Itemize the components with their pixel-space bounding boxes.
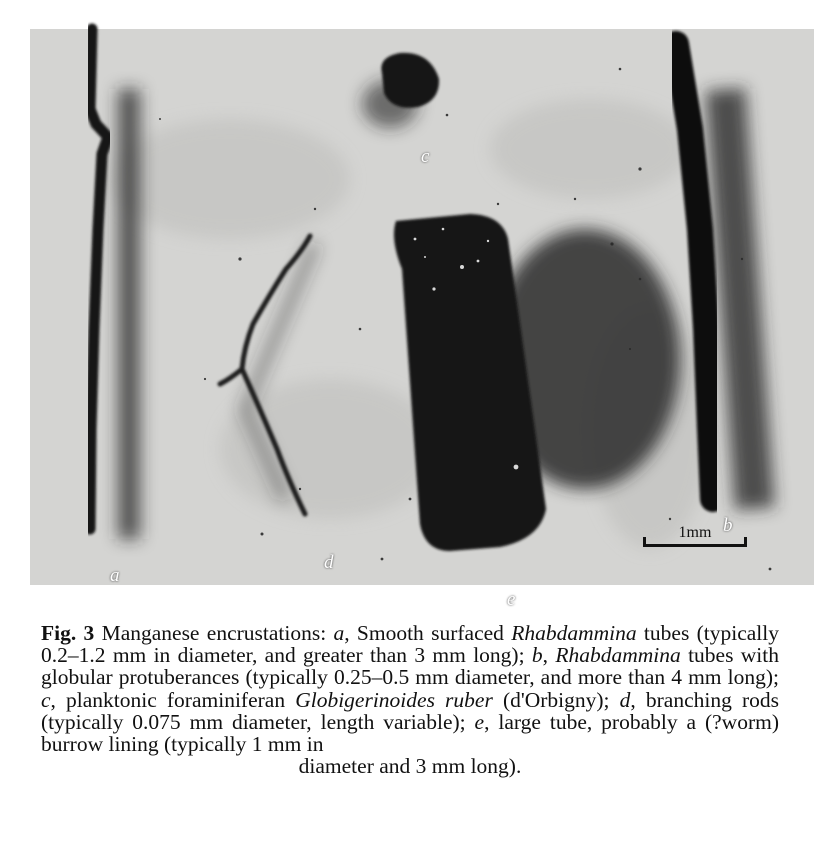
panel-label-c: c — [421, 146, 430, 167]
panel-label-b: b — [723, 515, 733, 536]
caption-label-c: c — [41, 687, 51, 712]
scale-bar-line — [643, 544, 747, 547]
caption-text-8: , branching rods (typically 0.075 mm diameter, length variable); — [41, 687, 779, 734]
caption-label-b: b — [531, 643, 543, 668]
caption-text-10: diameter and 3 mm long). — [298, 754, 522, 779]
caption-text-6: , planktonic foraminiferan — [50, 687, 296, 712]
caption-label-d: d — [619, 687, 631, 712]
figure-caption — [41, 622, 779, 777]
figure-number: Fig. 3 — [41, 621, 95, 645]
specimen-photograph — [30, 29, 814, 610]
caption-text-3: tubes (typically 0.2–1.2 mm in diameter, and greater than 3 mm long); — [41, 621, 779, 668]
caption-label-a: a — [333, 621, 345, 645]
panel-label-d: d — [324, 552, 334, 573]
caption-text-7: (d'Orbigny); — [492, 687, 620, 712]
caption-genus-1: Rhabdammina — [511, 621, 637, 645]
caption-species: Globigerinoides ruber — [295, 687, 493, 712]
scale-bar — [643, 524, 747, 547]
panel-label-e: e — [507, 589, 516, 610]
scale-bar-label: 1mm — [678, 524, 712, 541]
caption-text-4: , — [542, 643, 556, 668]
caption-text-2: , Smooth surfaced — [344, 621, 512, 645]
panel-label-a: a — [110, 565, 120, 586]
caption-label-e: e — [474, 709, 485, 734]
caption-text-1: Manganese encrustations: — [94, 621, 334, 645]
scale-bar-right-tick — [744, 537, 747, 547]
caption-text-9: , large tube, probably a (?worm) burrow lining (typically 1 mm in — [41, 709, 779, 757]
caption-text-5: tubes with globular protuberances (typically 0.25–0.5 mm diameter, and more than 4 mm long); — [41, 643, 779, 690]
scale-bar-left-tick — [643, 537, 646, 547]
specimen-image — [30, 29, 814, 585]
caption-genus-2: Rhabdammina — [555, 643, 681, 668]
